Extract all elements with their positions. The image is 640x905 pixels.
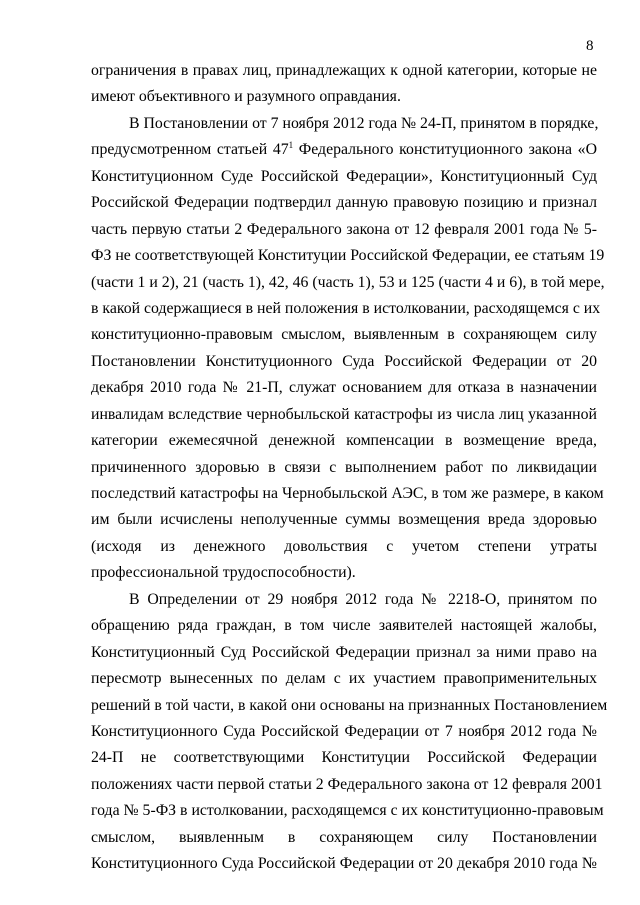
text-line-content: решений в той части, в какой они основаны на признанных Постановлением bbox=[91, 696, 608, 714]
text-line bbox=[91, 217, 597, 243]
text-line bbox=[91, 798, 604, 824]
text-line-content: последствий катастрофы на Чернобыльской АЭС, в том же размере, в каком bbox=[91, 485, 604, 502]
text-line bbox=[91, 402, 597, 428]
text-line bbox=[91, 825, 597, 851]
text-line-content: пересмотр вынесенных по делам с их участием правоприменительных bbox=[91, 670, 597, 688]
text-line-content: ограничения в правах лиц, принадлежащих к одной категории, которые не bbox=[91, 62, 597, 79]
text-line bbox=[91, 851, 597, 877]
text-line bbox=[91, 534, 597, 560]
text-line bbox=[91, 58, 597, 84]
text-line-tail: Федерального конституционного закона «О bbox=[293, 141, 597, 159]
text-line-content: Конституционного Суда Российской Федерации от 7 ноября 2012 года № bbox=[91, 722, 597, 740]
text-line-content: Конституционном Суде Российской Федерации», Конституционный Суд bbox=[91, 167, 597, 185]
text-line-content: профессиональной трудоспособности). bbox=[91, 564, 356, 582]
text-line-content: имеют объективного и разумного оправдания. bbox=[91, 88, 401, 106]
text-line bbox=[91, 772, 603, 798]
text-line-content: Постановлении Конституционного Суда Российской Федерации от 20 bbox=[91, 352, 597, 370]
text-line-content: ФЗ не соответствующей Конституции Российской Федерации, ее статьям 19 bbox=[91, 247, 605, 265]
text-line-content: декабря 2010 года № 21-П, служат основанием для отказа в назначении bbox=[91, 379, 597, 397]
text-line bbox=[91, 666, 597, 692]
text-line-content: В Постановлении от 7 ноября 2012 года № 24-П, принятом в порядке, bbox=[129, 114, 599, 132]
text-line bbox=[91, 270, 605, 296]
text-line bbox=[91, 719, 597, 745]
text-line bbox=[91, 296, 601, 322]
text-line bbox=[91, 137, 597, 163]
superscript: 1 bbox=[288, 140, 294, 151]
text-line-content: предусмотренном статьей 47 bbox=[91, 141, 289, 159]
text-line-content: Конституционный Суд Российской Федерации признал за ними право на bbox=[91, 643, 597, 661]
page-number: 8 bbox=[586, 38, 594, 54]
text-line bbox=[91, 745, 597, 771]
text-line-content: в какой содержащиеся в ней положения в истолковании, расходящемся с их bbox=[91, 299, 601, 317]
text-line-content: обращению ряда граждан, в том числе заявителей настоящей жалобы, bbox=[91, 617, 597, 635]
text-line bbox=[91, 507, 597, 533]
text-line-content: Конституционного Суда Российской Федерации от 20 декабря 2010 года № bbox=[91, 855, 597, 873]
text-line bbox=[91, 243, 605, 269]
text-line-content: конституционно-правовым смыслом, выявленным в сохраняющем силу bbox=[91, 326, 597, 344]
text-line bbox=[91, 322, 597, 348]
document-body bbox=[91, 58, 608, 878]
text-line bbox=[91, 481, 604, 507]
text-line-content: часть первую статьи 2 Федерального закона от 12 февраля 2001 года № 5- bbox=[91, 220, 597, 238]
text-line bbox=[91, 164, 597, 190]
text-line-content: смыслом, выявленным в сохраняющем силу Постановлении bbox=[91, 828, 597, 846]
text-line-content: Российской Федерации подтвердил данную правовую позицию и признал bbox=[91, 194, 597, 212]
text-line-content: 24-П не соответствующими Конституции Российской Федерации bbox=[91, 749, 597, 767]
text-line-content: положениях части первой статьи 2 Федерального закона от 12 февраля 2001 bbox=[91, 775, 603, 793]
text-line bbox=[91, 349, 597, 375]
text-line bbox=[91, 693, 608, 719]
text-line bbox=[91, 455, 597, 481]
text-line-content: В Определении от 29 ноября 2012 года № 2218-О, принятом по bbox=[129, 590, 597, 608]
text-line bbox=[91, 111, 597, 137]
text-line bbox=[91, 640, 597, 666]
text-line bbox=[91, 428, 597, 454]
text-line bbox=[91, 613, 597, 639]
text-line bbox=[91, 190, 597, 216]
text-line bbox=[91, 375, 597, 401]
text-line-content: (исходя из денежного довольствия с учетом степени утраты bbox=[91, 537, 597, 555]
text-line-content: им были исчислены неполученные суммы возмещения вреда здоровью bbox=[91, 511, 597, 529]
text-line-content: причиненного здоровью в связи с выполнением работ по ликвидации bbox=[91, 458, 597, 476]
text-line-content: (части 1 и 2), 21 (часть 1), 42, 46 (часть 1), 53 и 125 (части 4 и 6), в той мере, bbox=[91, 273, 605, 291]
text-line-content: категории ежемесячной денежной компенсации в возмещение вреда, bbox=[91, 432, 597, 450]
text-line-content: инвалидам вследствие чернобыльской катастрофы из числа лиц указанной bbox=[91, 405, 597, 423]
text-line bbox=[91, 84, 597, 110]
text-line-content: года № 5-ФЗ в истолковании, расходящемся с их конституционно-правовым bbox=[91, 802, 604, 820]
text-line bbox=[91, 560, 597, 586]
text-line bbox=[91, 587, 597, 613]
